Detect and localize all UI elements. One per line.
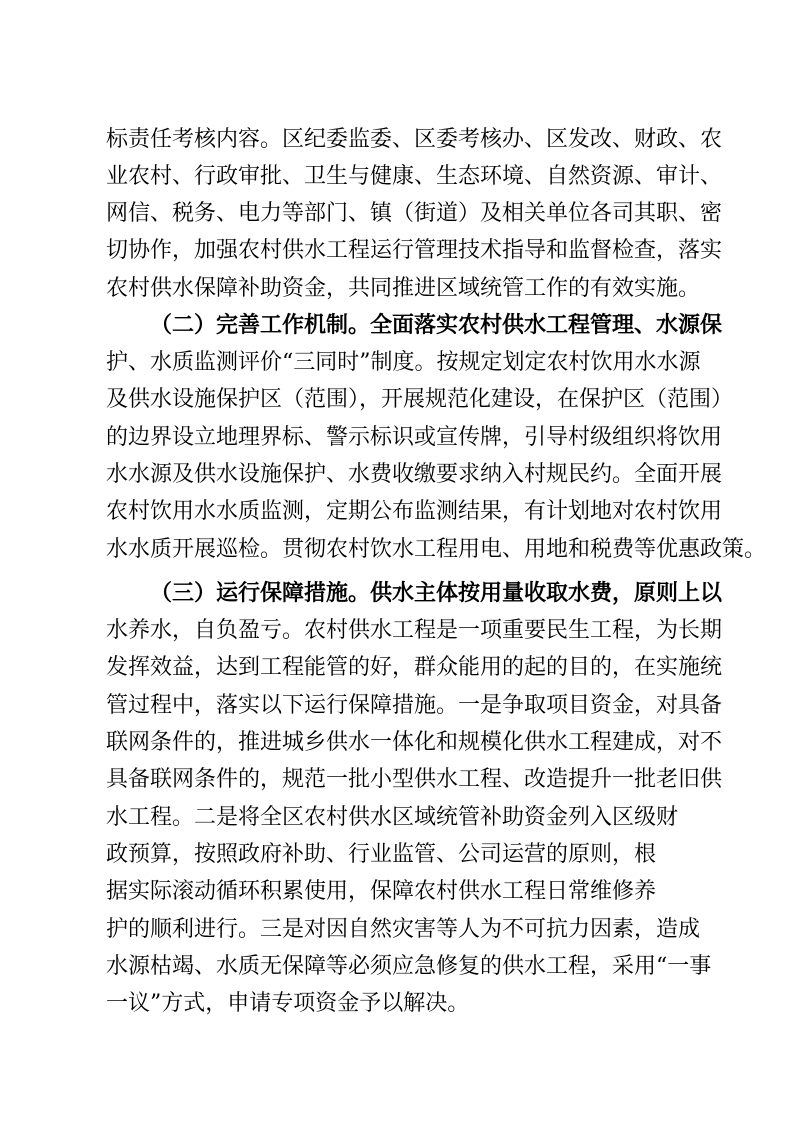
text-line [0,872,792,912]
line-text: 水水质开展巡检。贯彻农村饮水工程用电、用地和税费等优惠政策。 [106,537,767,562]
line-text: 水源枯竭、水质无保障等必须应急修复的供水工程，采用“一事 [106,954,712,979]
line-text: （二）完善工作机制。全面落实农村供水工程管理、水源保 [150,313,723,338]
text-line [0,343,792,383]
line-text: 网信、税务、电力等部门、镇（街道）及相关单位各司其职、密 [106,201,723,226]
line-text: 切协作，加强农村供水工程运行管理技术指导和监督检查，落实 [106,238,723,263]
text-line [0,648,792,688]
line-text: 具备联网条件的，规范一批小型供水工程、改造提升一批老旧供 [106,767,723,792]
line-text: 水养水，自负盈亏。农村供水工程是一项重要民生工程，为长期 [106,618,723,643]
section-heading-line [0,574,792,614]
text-line [0,947,792,987]
text-line [0,455,792,495]
text-line [0,120,792,160]
text-line [0,194,792,234]
text-line [0,157,792,197]
line-text: 水工程。二是将全区农村供水区域统管补助资金列入区级财 [106,805,679,830]
text-line [0,798,792,838]
line-text: 护、水质监测评价“三同时”制度。按规定划定农村饮用水水源 [106,350,701,375]
text-line [0,231,792,271]
line-text: 的边界设立地理界标、警示标识或宣传牌，引导村级组织将饮用 [106,425,723,450]
text-line [0,984,792,1024]
text-line [0,492,792,532]
text-line [0,835,792,875]
text-line [0,269,792,309]
line-text: 标责任考核内容。区纪委监委、区委考核办、区发改、财政、农 [106,127,723,152]
text-line [0,686,792,726]
text-line [0,723,792,763]
text-line [0,910,792,950]
line-text: 水水源及供水设施保护、水费收缴要求纳入村规民约。全面开展 [106,462,723,487]
line-text: 农村供水保障补助资金，共同推进区域统管工作的有效实施。 [106,276,701,301]
line-text: 农村饮用水水质监测，定期公布监测结果，有计划地对农村饮用 [106,499,723,524]
text-line [0,380,792,420]
line-text: 护的顺利进行。三是对因自然灾害等人为不可抗力因素，造成 [106,917,701,942]
line-text: 及供水设施保护区（范围），开展规范化建设，在保护区（范围） [106,387,734,412]
line-text: 发挥效益，达到工程能管的好，群众能用的起的目的，在实施统 [106,655,723,680]
line-text: 联网条件的，推进城乡供水一体化和规模化供水工程建成，对不 [106,730,723,755]
line-text: 一议”方式，申请专项资金予以解决。 [106,991,470,1016]
line-text: 管过程中，落实以下运行保障措施。一是争取项目资金，对具备 [106,693,723,718]
section-heading-line [0,306,792,346]
text-line [0,418,792,458]
line-text: 业农村、行政审批、卫生与健康、生态环境、自然资源、审计、 [106,164,723,189]
text-line [0,530,792,570]
text-line [0,611,792,651]
line-text: 据实际滚动循环积累使用，保障农村供水工程日常维修养 [106,879,657,904]
line-text: （三）运行保障措施。供水主体按用量收取水费，原则上以 [150,581,723,606]
line-text: 政预算，按照政府补助、行业监管、公司运营的原则，根 [106,842,657,867]
text-line [0,760,792,800]
